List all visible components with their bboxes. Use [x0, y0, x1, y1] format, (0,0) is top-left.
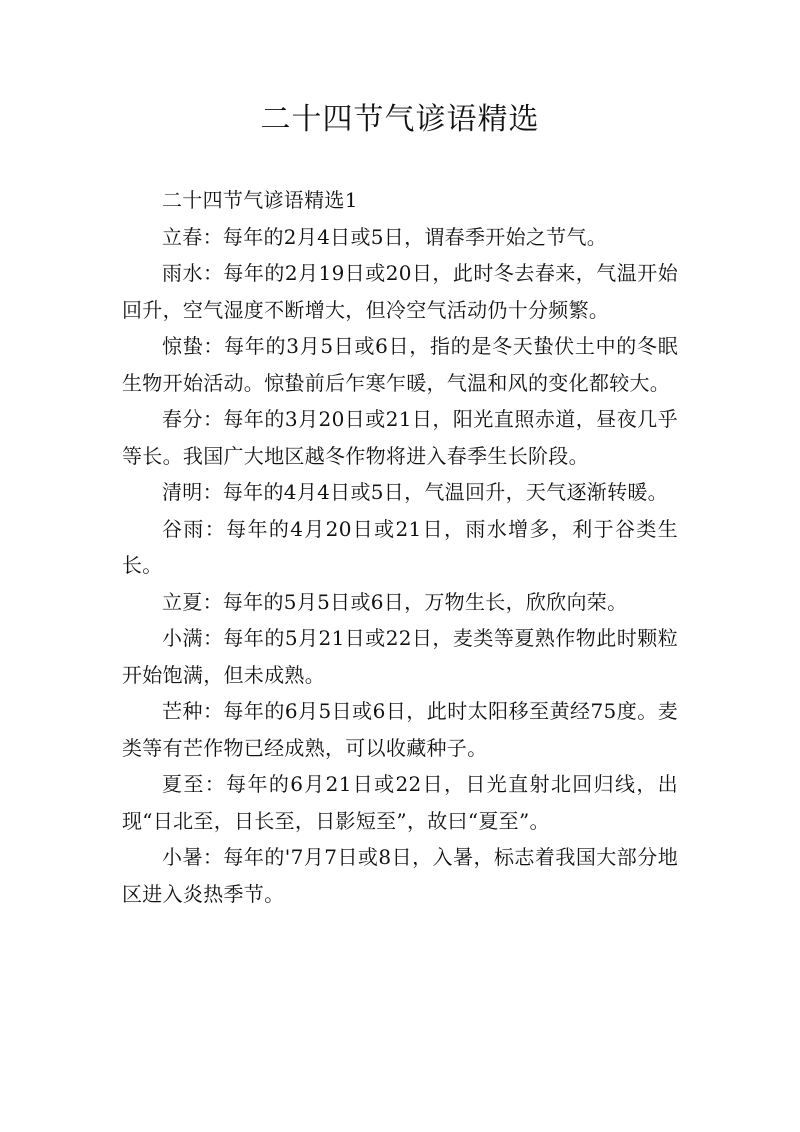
paragraph-lichun: 立春：每年的2月4日或5日，谓春季开始之节气。 [162, 224, 608, 249]
paragraph-lixia: 立夏：每年的5月5日或6日，万物生长，欣欣向荣。 [162, 589, 628, 614]
paragraph-yushui: 雨水：每年的2月19日或20日，此时冬去春来，气温开始回升，空气湿度不断增大，但冷空气活动仍十分频繁。 [122, 261, 678, 322]
paragraph-xiaoshu: 小暑：每年的'7月7日或8日，入暑，标志着我国大部分地区进入炎热季节。 [122, 845, 678, 906]
paragraph-xiaoman: 小满：每年的5月21日或22日，麦类等夏熟作物此时颗粒开始饱满，但未成熟。 [122, 626, 678, 687]
paragraph-subtitle: 二十四节气谚语精选1 [162, 188, 358, 212]
paragraph-jingzhe: 惊蛰：每年的3月5日或6日，指的是冬天蛰伏土中的冬眠生物开始活动。惊蛰前后乍寒乍暖，气温和风的变化都较大。 [122, 334, 678, 395]
paragraph-qingming: 清明：每年的4月4日或5日，气温回升，天气逐渐转暖。 [162, 480, 668, 504]
document-title: 二十四节气谚语精选 [260, 102, 540, 137]
document-body [122, 182, 678, 912]
paragraph-chunfen: 春分：每年的3月20日或21日，阳光直照赤道，昼夜几乎等长。我国广大地区越冬作物将进入春季生长阶段。 [122, 407, 678, 468]
paragraph-guyu: 谷雨：每年的4月20日或21日，雨水增多，利于谷类生长。 [122, 516, 678, 577]
paragraph-mangzhong: 芒种：每年的6月5日或6日，此时太阳移至黄经75度。麦类等有芒作物已经成熟，可以收藏种子。 [122, 699, 678, 760]
paragraph-xiazhi: 夏至：每年的6月21日或22日，日光直射北回归线，出现“日北至，日长至，日影短至”，故曰“夏至”。 [122, 772, 678, 833]
